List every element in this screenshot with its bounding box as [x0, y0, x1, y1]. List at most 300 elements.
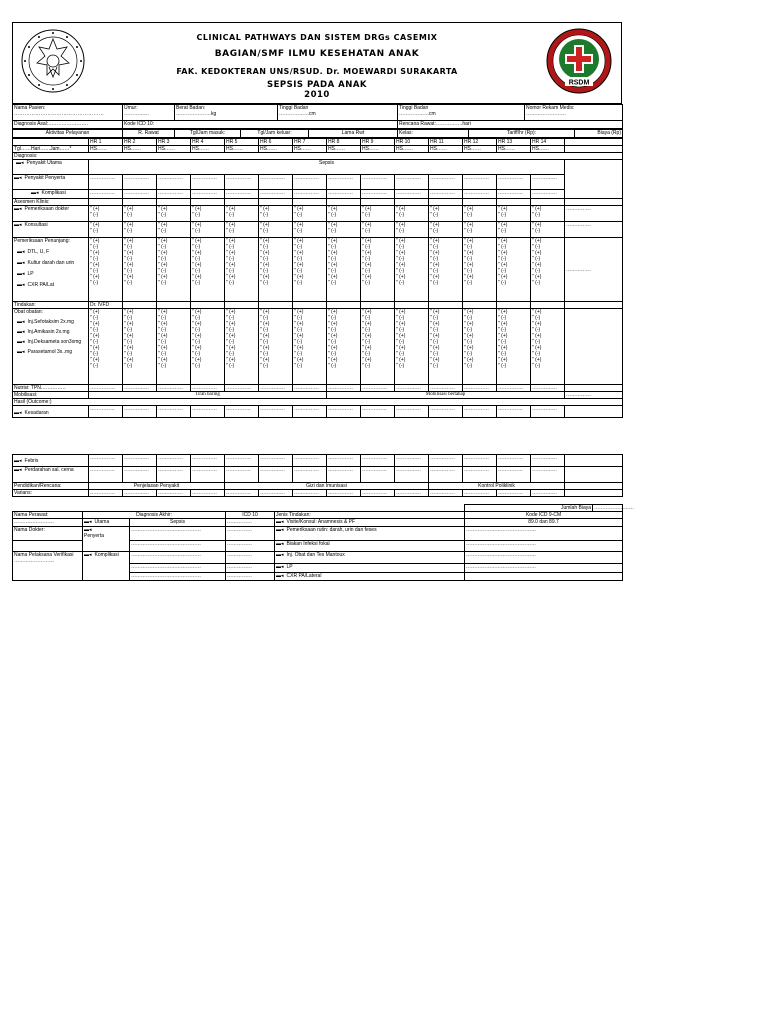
medication-day-8-pos: " (+)	[328, 357, 338, 363]
complication-day-2[interactable]: ……………	[123, 190, 157, 199]
consciousness-day-14[interactable]: ……………	[531, 406, 565, 418]
consultation-day-8-neg: " (-)	[328, 228, 337, 234]
gi-bleeding-day-8[interactable]: ……………	[327, 467, 361, 483]
support-day-4-neg: " (-)	[192, 268, 201, 274]
doctor-exam-day-10[interactable]	[395, 206, 429, 222]
support-day-10[interactable]	[395, 238, 429, 302]
support-day-14[interactable]	[531, 238, 565, 302]
assess-blank-1	[89, 199, 123, 206]
medication-day-7[interactable]	[293, 309, 327, 385]
febris-day-13[interactable]: ……………	[497, 455, 531, 467]
complication-day-11[interactable]: ……………	[429, 190, 463, 199]
medication-day-3-pos: " (+)	[158, 345, 168, 351]
medication-day-12-pos: " (+)	[464, 321, 474, 327]
nutrition-day-4[interactable]: ……………	[191, 385, 225, 392]
medication-day-6-neg: " (-)	[260, 327, 269, 333]
medication-day-7-neg: " (-)	[294, 351, 303, 357]
consultation-day-3-neg: " (-)	[158, 228, 167, 234]
comorbid-day-4[interactable]: ……………	[191, 175, 225, 190]
variance-day-12[interactable]: ……………	[463, 490, 497, 497]
support-day-3-pos: " (+)	[158, 250, 168, 256]
gi-bleeding-day-1[interactable]: ……………	[89, 467, 123, 483]
support-day-8-pos: " (+)	[328, 262, 338, 268]
support-day-3-neg: " (-)	[158, 268, 167, 274]
proc-blank-12	[463, 302, 497, 309]
medication-day-11-pos: " (+)	[430, 309, 440, 315]
gi-bleeding-day-10[interactable]: ……………	[395, 467, 429, 483]
icd-complication-dots-1[interactable]: ……………	[226, 552, 275, 564]
consultation-day-3[interactable]	[157, 222, 191, 238]
comorbid-day-3[interactable]: ……………	[157, 175, 191, 190]
support-day-7-neg: " (-)	[294, 268, 303, 274]
medication-day-1-pos: " (+)	[90, 345, 100, 351]
febris-day-9[interactable]: ……………	[361, 455, 395, 467]
comorbid-day-5[interactable]: ……………	[225, 175, 259, 190]
complication-day-8[interactable]: ……………	[327, 190, 361, 199]
medication-day-13-neg: " (-)	[498, 363, 507, 369]
height-field[interactable]	[278, 105, 398, 121]
tariff-label: Tariff/hr (Rp):	[469, 130, 575, 138]
consultation-day-14[interactable]	[531, 222, 565, 238]
support-day-13-neg: " (-)	[498, 244, 507, 250]
medication-day-7-pos: " (+)	[294, 321, 304, 327]
support-day-1[interactable]	[89, 238, 123, 302]
medication-day-3-neg: " (-)	[158, 363, 167, 369]
variance-day-9[interactable]: ……………	[361, 490, 395, 497]
doctor-exam-day-10-neg: " (-)	[396, 212, 405, 218]
febris-day-2[interactable]: ……………	[123, 455, 157, 467]
comorbid-day-6[interactable]: ……………	[259, 175, 293, 190]
medication-day-1-neg: " (-)	[90, 363, 99, 369]
medication-day-8[interactable]	[327, 309, 361, 385]
comorbid-dots-1[interactable]: ……………………………………	[130, 527, 226, 541]
hs-day-6[interactable]: HS……	[259, 146, 293, 153]
doctor-exam-day-8[interactable]	[327, 206, 361, 222]
medication-day-4-neg: " (-)	[192, 339, 201, 345]
support-day-2-pos: " (+)	[124, 238, 134, 244]
medication-day-13[interactable]	[497, 309, 531, 385]
medication-day-8-pos: " (+)	[328, 333, 338, 339]
medication-day-5-pos: " (+)	[226, 357, 236, 363]
hs-day-2[interactable]: HS……	[123, 146, 157, 153]
hs-day-4[interactable]: HS……	[191, 146, 225, 153]
support-day-10-neg: " (-)	[396, 280, 405, 286]
doctor-exam-cost[interactable]: ……………	[565, 206, 623, 222]
medication-day-9[interactable]	[361, 309, 395, 385]
consultation-day-13[interactable]	[497, 222, 531, 238]
proc-blank-2	[123, 302, 157, 309]
arrow-icon: ▬◂	[84, 519, 92, 525]
icd-complication-dots-2[interactable]: ……………	[226, 564, 275, 573]
consciousness-day-3[interactable]: ……………	[157, 406, 191, 418]
medication-day-7-pos: " (+)	[294, 333, 304, 339]
febris-day-3[interactable]: ……………	[157, 455, 191, 467]
febris-day-12[interactable]: ……………	[463, 455, 497, 467]
support-day-12-pos: " (+)	[464, 250, 474, 256]
febris-day-1[interactable]: ……………	[89, 455, 123, 467]
medication-day-2[interactable]	[123, 309, 157, 385]
proc-blank-8	[327, 302, 361, 309]
medication-item-4: Parasetamol 3x..mg	[27, 349, 72, 355]
support-day-6-neg: " (-)	[260, 244, 269, 250]
icd9-cxr-dots[interactable]	[465, 573, 623, 581]
mobilization-cost[interactable]: ……………	[565, 392, 623, 399]
nurse-name-dots[interactable]: ……………………	[13, 519, 83, 527]
support-day-3-neg: " (-)	[158, 244, 167, 250]
education-cost	[565, 483, 623, 490]
consultation-day-2-pos: " (+)	[124, 222, 134, 228]
support-cost[interactable]: ……………	[565, 238, 623, 302]
doctor-exam-day-14[interactable]	[531, 206, 565, 222]
nutrition-day-6[interactable]: ……………	[259, 385, 293, 392]
febris-day-5[interactable]: ……………	[225, 455, 259, 467]
hs-day-9[interactable]: HS……	[361, 146, 395, 153]
consultation	[13, 222, 89, 238]
height-value: ………………cm	[279, 111, 316, 117]
icd-complication-dots-3[interactable]: ……………	[226, 573, 275, 581]
medication-day-10-pos: " (+)	[396, 309, 406, 315]
support-day-4-pos: " (+)	[192, 238, 202, 244]
doctor-exam-day-9[interactable]	[361, 206, 395, 222]
hs-day-13[interactable]: HS……	[497, 146, 531, 153]
proc-injection-label: Inj. Obat dan Tes Mantoux	[286, 552, 345, 558]
hs-day-11[interactable]: HS……	[429, 146, 463, 153]
consciousness-day-6[interactable]: ……………	[259, 406, 293, 418]
medication-day-2-neg: " (-)	[124, 315, 133, 321]
medication-day-12[interactable]	[463, 309, 497, 385]
doctor-exam-day-3[interactable]	[157, 206, 191, 222]
consultation-day-1[interactable]	[89, 222, 123, 238]
consultation-day-10[interactable]	[395, 222, 429, 238]
icd9-lp-dots[interactable]: ……………………………………	[465, 564, 623, 573]
support-day-9-pos: " (+)	[362, 262, 372, 268]
gi-bleeding-day-11[interactable]: ……………	[429, 467, 463, 483]
gi-bleeding-day-2[interactable]: ……………	[123, 467, 157, 483]
complication-day-3[interactable]: ……………	[157, 190, 191, 199]
patient-name-field[interactable]	[13, 105, 123, 121]
diag-complication	[83, 552, 130, 581]
nutrition-day-14[interactable]: ……………	[531, 385, 565, 392]
variance-day-4[interactable]: ……………	[191, 490, 225, 497]
icd9-routine-dots[interactable]: ……………………………………	[465, 527, 623, 541]
medication-day-4-neg: " (-)	[192, 327, 201, 333]
consciousness-day-4[interactable]: ……………	[191, 406, 225, 418]
proc-blank-13	[497, 302, 531, 309]
gi-bleeding-day-14[interactable]: ……………	[531, 467, 565, 483]
height-field-2[interactable]	[398, 105, 525, 121]
consciousness-day-7[interactable]: ……………	[293, 406, 327, 418]
variance-day-3[interactable]: ……………	[157, 490, 191, 497]
proc-culture	[275, 541, 465, 552]
medication-item-1: Inj.Sefotaksim 2x.mg	[27, 319, 74, 325]
support-day-3-neg: " (-)	[158, 280, 167, 286]
variance-day-1[interactable]: ……………	[89, 490, 123, 497]
support-day-2-pos: " (+)	[124, 250, 134, 256]
support-day-14-neg: " (-)	[532, 244, 541, 250]
proc-blank-6	[259, 302, 293, 309]
consultation-day-2[interactable]	[123, 222, 157, 238]
consultation-day-7[interactable]	[293, 222, 327, 238]
nutrition-day-8[interactable]: ……………	[327, 385, 361, 392]
hs-day-7[interactable]: HS……	[293, 146, 327, 153]
medication-day-10-neg: " (-)	[396, 351, 405, 357]
doctor-exam-day-5[interactable]	[225, 206, 259, 222]
consultation-day-3-pos: " (+)	[158, 222, 168, 228]
complication-day-14[interactable]: ……………	[531, 190, 565, 199]
complication-day-6[interactable]: ……………	[259, 190, 293, 199]
support-day-9-neg: " (-)	[362, 244, 371, 250]
febris-day-7[interactable]: ……………	[293, 455, 327, 467]
support-day-13[interactable]	[497, 238, 531, 302]
complication-day-13[interactable]: ……………	[497, 190, 531, 199]
comorbid-day-14[interactable]: ……………	[531, 175, 565, 190]
support-day-7[interactable]	[293, 238, 327, 302]
hs-day-8[interactable]: HS……	[327, 146, 361, 153]
complication-dots-2[interactable]: ……………………………………	[130, 564, 226, 573]
doctor-exam-day-13[interactable]	[497, 206, 531, 222]
support-day-5-neg: " (-)	[226, 280, 235, 286]
variance-day-6[interactable]: ……………	[259, 490, 293, 497]
medication-day-11[interactable]	[429, 309, 463, 385]
febris-day-14[interactable]: ……………	[531, 455, 565, 467]
support-day-12-pos: " (+)	[464, 262, 474, 268]
febris-day-10[interactable]: ……………	[395, 455, 429, 467]
gi-bleeding-day-13[interactable]: ……………	[497, 467, 531, 483]
comorbid-day-8[interactable]: ……………	[327, 175, 361, 190]
hs-day-10[interactable]: HS……	[395, 146, 429, 153]
gi-bleeding-day-12[interactable]: ……………	[463, 467, 497, 483]
assess-blank-4	[191, 199, 225, 206]
comorbid-day-13[interactable]: ……………	[497, 175, 531, 190]
nutrition-day-13[interactable]: ……………	[497, 385, 531, 392]
medication-day-10[interactable]	[395, 309, 429, 385]
nutrition-day-2[interactable]: ……………	[123, 385, 157, 392]
support-day-5[interactable]	[225, 238, 259, 302]
support-day-8[interactable]	[327, 238, 361, 302]
complication-day-5[interactable]: ……………	[225, 190, 259, 199]
doctor-exam-day-1-neg: " (-)	[90, 212, 99, 218]
weight-field[interactable]	[175, 105, 278, 121]
consciousness-day-11[interactable]: ……………	[429, 406, 463, 418]
febris-day-4[interactable]: ……………	[191, 455, 225, 467]
assess-blank-11	[429, 199, 463, 206]
support-day-4[interactable]	[191, 238, 225, 302]
medication-day-7-neg: " (-)	[294, 327, 303, 333]
verifier-name[interactable]	[13, 552, 83, 581]
variance-day-10[interactable]: ……………	[395, 490, 429, 497]
nutrition-day-7[interactable]: ……………	[293, 385, 327, 392]
nutrition-day-11[interactable]: ……………	[429, 385, 463, 392]
consultation-day-4[interactable]	[191, 222, 225, 238]
support-day-12-pos: " (+)	[464, 238, 474, 244]
variance-day-11[interactable]: ……………	[429, 490, 463, 497]
comorbid-day-11[interactable]: ……………	[429, 175, 463, 190]
support-day-11[interactable]	[429, 238, 463, 302]
hs-day-1[interactable]: HS……	[89, 146, 123, 153]
support-day-2-pos: " (+)	[124, 262, 134, 268]
doctor-exam-day-4[interactable]	[191, 206, 225, 222]
consultation-cost[interactable]: ……………	[565, 222, 623, 238]
complication-day-12[interactable]: ……………	[463, 190, 497, 199]
consultation-day-5[interactable]	[225, 222, 259, 238]
variance-day-13[interactable]: ……………	[497, 490, 531, 497]
proc-blank-7	[293, 302, 327, 309]
comorbid-day-1[interactable]: ……………	[89, 175, 123, 190]
diagnosis-origin-field[interactable]: Diagnosis Asal:……………………	[13, 121, 123, 129]
consciousness-day-9[interactable]: ……………	[361, 406, 395, 418]
variance-day-2[interactable]: ……………	[123, 490, 157, 497]
support-day-1-pos: " (+)	[90, 274, 100, 280]
gi-bleeding-day-3[interactable]: ……………	[157, 467, 191, 483]
comorbid-day-10[interactable]: ……………	[395, 175, 429, 190]
hs-day-3[interactable]: HS……	[157, 146, 191, 153]
variance-day-8[interactable]: ……………	[327, 490, 361, 497]
gi-bleeding-day-7[interactable]: ……………	[293, 467, 327, 483]
hs-day-12[interactable]: HS……	[463, 146, 497, 153]
icd9-culture-dots[interactable]: ……………………………………	[465, 541, 623, 552]
nutrition-day-5[interactable]: ……………	[225, 385, 259, 392]
support-day-2-neg: " (-)	[124, 256, 133, 262]
arrow-icon: ▬◂	[276, 564, 284, 570]
support-day-1-pos: " (+)	[90, 262, 100, 268]
icd10-field[interactable]: Kode ICD 10:	[123, 121, 398, 129]
daily-pathway-table	[12, 138, 623, 418]
medication-day-2-pos: " (+)	[124, 321, 134, 327]
complication-day-7[interactable]: ……………	[293, 190, 327, 199]
consultation-day-9[interactable]	[361, 222, 395, 238]
doctor-exam-day-4-pos: " (+)	[192, 206, 202, 212]
medication-day-3-pos: " (+)	[158, 333, 168, 339]
gi-bleeding-day-5[interactable]: ……………	[225, 467, 259, 483]
comorbid-day-7[interactable]: ……………	[293, 175, 327, 190]
complication-day-10[interactable]: ……………	[395, 190, 429, 199]
doctor-exam-day-11-pos: " (+)	[430, 206, 440, 212]
consciousness-day-8[interactable]: ……………	[327, 406, 361, 418]
medical-record-field[interactable]	[525, 105, 623, 121]
variance-day-14[interactable]: ……………	[531, 490, 565, 497]
comorbid-day-12[interactable]: ……………	[463, 175, 497, 190]
diag-primary	[83, 519, 130, 527]
consciousness-day-1[interactable]: ……………	[89, 406, 123, 418]
comorbid-dots-2[interactable]: ……………………………………	[130, 541, 226, 552]
procedures-value: Dr. IVFD	[89, 302, 123, 309]
complication-day-1[interactable]: ……………	[89, 190, 123, 199]
medication-day-3[interactable]	[157, 309, 191, 385]
support-day-6[interactable]	[259, 238, 293, 302]
doctor-exam-day-11-neg: " (-)	[430, 212, 439, 218]
doctor-exam-day-2[interactable]	[123, 206, 157, 222]
support-day-10-pos: " (+)	[396, 274, 406, 280]
assess-blank-13	[497, 199, 531, 206]
medication-day-6[interactable]	[259, 309, 293, 385]
complication-day-4[interactable]: ……………	[191, 190, 225, 199]
doctor-exam-day-1[interactable]	[89, 206, 123, 222]
doctor-exam-day-12[interactable]	[463, 206, 497, 222]
medication-day-6-pos: " (+)	[260, 309, 270, 315]
nutrition-day-1[interactable]: ……………	[89, 385, 123, 392]
doctor-exam-day-6[interactable]	[259, 206, 293, 222]
consciousness-day-2[interactable]: ……………	[123, 406, 157, 418]
consultation-day-11[interactable]	[429, 222, 463, 238]
plan-stay-field[interactable]: Rencana Rawat:…………….hari	[398, 121, 623, 129]
medication-day-13-pos: " (+)	[498, 357, 508, 363]
support-day-9[interactable]	[361, 238, 395, 302]
complication-dots-1[interactable]: ……………………………………	[130, 552, 226, 564]
gi-bleeding-day-6[interactable]: ……………	[259, 467, 293, 483]
consultation-day-5-neg: " (-)	[226, 228, 235, 234]
hs-day-14[interactable]: HS……	[531, 146, 565, 153]
medication-day-14[interactable]	[531, 309, 565, 385]
hs-day-5[interactable]: HS……	[225, 146, 259, 153]
nutrition-day-3[interactable]: ……………	[157, 385, 191, 392]
icd9-injection-dots[interactable]: ……………………………………	[465, 552, 623, 564]
icd-primary-dots[interactable]: ……………	[226, 519, 275, 527]
cost-label: Biaya (Rp)	[575, 130, 623, 138]
consultation-day-6[interactable]	[259, 222, 293, 238]
febris-day-8[interactable]: ……………	[327, 455, 361, 467]
complication-day-9[interactable]: ……………	[361, 190, 395, 199]
variance-day-7[interactable]: ……………	[293, 490, 327, 497]
comorbid-day-9[interactable]: ……………	[361, 175, 395, 190]
consultation-day-12[interactable]	[463, 222, 497, 238]
consultation-day-9-neg: " (-)	[362, 228, 371, 234]
doctor-exam-day-3-pos: " (+)	[158, 206, 168, 212]
cost-col-diag	[565, 160, 623, 199]
medication-day-5-pos: " (+)	[226, 321, 236, 327]
support-day-3[interactable]	[157, 238, 191, 302]
consciousness-day-10[interactable]: ……………	[395, 406, 429, 418]
variance-day-5[interactable]: ……………	[225, 490, 259, 497]
nutrition-day-10[interactable]: ……………	[395, 385, 429, 392]
support-day-9-neg: " (-)	[362, 256, 371, 262]
doctor-name-dots[interactable]	[13, 541, 83, 552]
total-cost-dots[interactable]: ……………………	[594, 505, 634, 511]
comorbid-day-2[interactable]: ……………	[123, 175, 157, 190]
doctor-exam-day-7[interactable]	[293, 206, 327, 222]
consciousness-day-13[interactable]: ……………	[497, 406, 531, 418]
los-label: Lama Rwt	[341, 130, 365, 136]
nutrition-day-9[interactable]: ……………	[361, 385, 395, 392]
proc-blank-14	[531, 302, 565, 309]
gi-bleeding-day-9[interactable]: ……………	[361, 467, 395, 483]
nutrition-day-12[interactable]: ……………	[463, 385, 497, 392]
consciousness-day-12[interactable]: ……………	[463, 406, 497, 418]
gi-bleeding-day-4[interactable]: ……………	[191, 467, 225, 483]
medication-day-5[interactable]	[225, 309, 259, 385]
support-day-12[interactable]	[463, 238, 497, 302]
consultation-day-10-pos: " (+)	[396, 222, 406, 228]
medication-day-1[interactable]	[89, 309, 123, 385]
medication-day-14-pos: " (+)	[532, 333, 542, 339]
consultation-day-8[interactable]	[327, 222, 361, 238]
doctor-exam-day-11[interactable]	[429, 206, 463, 222]
consultation-day-1-neg: " (-)	[90, 228, 99, 234]
day-header-4: HR 4	[191, 139, 225, 146]
icd-comorbid-dots-2[interactable]: ……………	[226, 541, 275, 552]
medical-record-label: Nomor Rekam Medis:	[526, 105, 575, 111]
support-day-2-pos: " (+)	[124, 274, 134, 280]
doctor-exam-day-5-neg: " (-)	[226, 212, 235, 218]
medication-day-4[interactable]	[191, 309, 225, 385]
febris-day-11[interactable]: ……………	[429, 455, 463, 467]
age-field[interactable]	[123, 105, 175, 121]
consciousness-day-5[interactable]: ……………	[225, 406, 259, 418]
support-day-2[interactable]	[123, 238, 157, 302]
complication-dots-3[interactable]: ……………………………………	[130, 573, 226, 581]
medication-day-13-pos: " (+)	[498, 321, 508, 327]
icd-comorbid-dots-1[interactable]: ……………	[226, 527, 275, 541]
febris-day-6[interactable]: ……………	[259, 455, 293, 467]
